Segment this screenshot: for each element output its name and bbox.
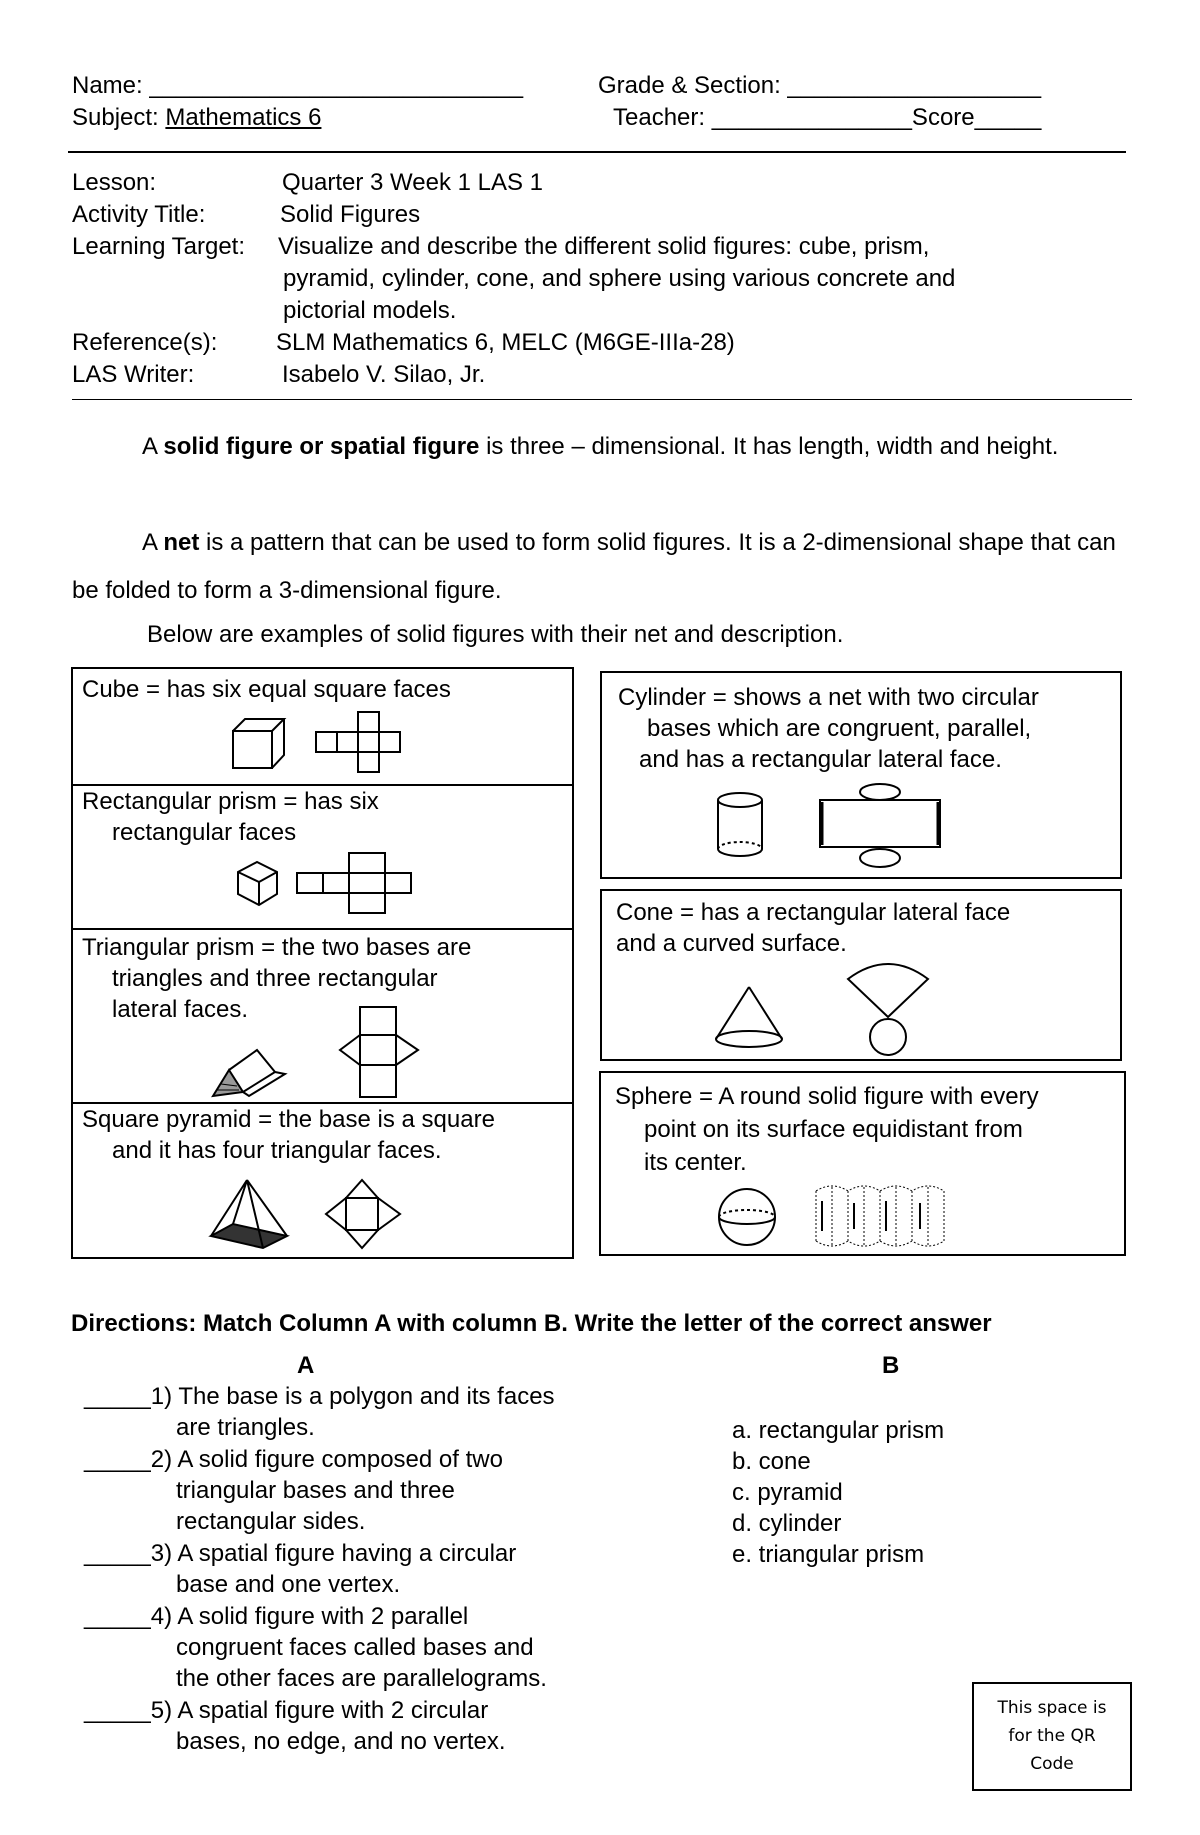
lesson-value: Quarter 3 Week 1 LAS 1 <box>282 169 544 196</box>
learning-target-label: Learning Target: <box>72 233 246 260</box>
figure-cell-square-pyramid <box>73 1104 572 1261</box>
figure-cell-cone <box>600 889 1122 1061</box>
cone-figure <box>712 983 786 1051</box>
column-b-header: B <box>882 1352 900 1379</box>
question-4-line-1: _____4) A solid figure with 2 parallel <box>84 1603 469 1630</box>
learning-target-line-1: Visualize and describe the different solid figures: cube, prism, <box>278 233 930 260</box>
lesson-divider <box>72 399 1132 400</box>
question-1-line-2: are triangles. <box>176 1414 315 1441</box>
cone-description-2: and a curved surface. <box>616 930 847 957</box>
rectangular-prism-figure <box>235 860 281 908</box>
cylinder-net <box>816 782 946 870</box>
header-divider <box>68 151 1126 153</box>
cone-description-1: Cone = has a rectangular lateral face <box>616 899 1011 926</box>
square-pyramid-figure <box>207 1178 291 1250</box>
choice-d: d. cylinder <box>732 1510 842 1537</box>
square-pyramid-net <box>322 1178 404 1252</box>
sphere-net <box>812 1181 948 1251</box>
triangular-prism-description-1: Triangular prism = the two bases are <box>82 934 472 961</box>
figure-cell-cube <box>73 669 572 786</box>
choice-c: c. pyramid <box>732 1479 843 1506</box>
cube-description: Cube = has six equal square faces <box>82 676 451 703</box>
examples-intro: Below are examples of solid figures with their net and description. <box>147 621 844 648</box>
teacher-score-field-label: Teacher: _______________Score_____ <box>613 104 1042 131</box>
triangular-prism-description-2: triangles and three rectangular <box>112 965 438 992</box>
qr-placeholder-line-3: Code <box>1030 1754 1074 1774</box>
name-field-label: Name: ____________________________ <box>72 72 524 99</box>
activity-title-label: Activity Title: <box>72 201 206 228</box>
subject-label: Subject: <box>72 104 166 131</box>
triangular-prism-figure <box>209 1044 289 1100</box>
las-writer-label: LAS Writer: <box>72 361 195 388</box>
question-2-line-2: triangular bases and three <box>176 1477 455 1504</box>
triangular-prism-description-3: lateral faces. <box>112 996 249 1023</box>
rectangular-prism-description-1: Rectangular prism = has six <box>82 788 379 815</box>
reference-value: SLM Mathematics 6, MELC (M6GE-IIIa-28) <box>276 329 735 356</box>
cube-figure <box>228 713 288 773</box>
intro-paragraph-net: A net is a pattern that can be used to form solid figures. It is a 2-dimensional shape that can be folded to form a 3-dimensional figure. <box>72 529 1116 604</box>
sphere-figure <box>715 1185 779 1249</box>
cube-net <box>314 710 404 776</box>
qr-placeholder-line-1: This space is <box>997 1698 1107 1718</box>
question-3-line-2: base and one vertex. <box>176 1571 401 1598</box>
reference-label: Reference(s): <box>72 329 218 356</box>
grade-section-field-label: Grade & Section: ___________________ <box>598 72 1042 99</box>
lesson-label: Lesson: <box>72 169 157 196</box>
question-3-line-1: _____3) A spatial figure having a circular <box>84 1540 517 1567</box>
activity-title-value: Solid Figures <box>280 201 421 228</box>
question-1-line-1: _____1) The base is a polygon and its faces <box>84 1383 555 1410</box>
cylinder-description-3: and has a rectangular lateral face. <box>639 746 1002 773</box>
question-5-line-2: bases, no edge, and no vertex. <box>176 1728 506 1755</box>
sphere-description-3: its center. <box>644 1149 747 1176</box>
cylinder-description-1: Cylinder = shows a net with two circular <box>618 684 1039 711</box>
choice-b: b. cone <box>732 1448 811 1475</box>
triangular-prism-net <box>336 1005 424 1101</box>
qr-placeholder-line-2: for the QR <box>1008 1726 1096 1746</box>
subject-line <box>72 104 321 132</box>
term-solid-figure: solid figure or spatial figure <box>163 433 480 460</box>
figures-table-left <box>71 667 574 1259</box>
column-a-header: A <box>297 1352 315 1379</box>
directions: Directions: Match Column A with column B. Write the letter of the correct answer <box>71 1310 992 1337</box>
figure-cell-triangular-prism <box>73 930 572 1104</box>
question-2-line-3: rectangular sides. <box>176 1508 366 1535</box>
qr-code-placeholder <box>972 1682 1132 1791</box>
subject-value: Mathematics 6 <box>165 104 322 131</box>
learning-target-line-2: pyramid, cylinder, cone, and sphere using various concrete and <box>283 265 956 292</box>
cylinder-description-2: bases which are congruent, parallel, <box>647 715 1032 742</box>
cone-net <box>840 955 936 1059</box>
term-net: net <box>163 529 200 556</box>
figure-cell-rectangular-prism <box>73 786 572 930</box>
figure-cell-sphere <box>599 1071 1126 1256</box>
intro-paragraph-solid-figure: A solid figure or spatial figure is three – dimensional. It has length, width and height. <box>142 433 1059 460</box>
rectangular-prism-description-2: rectangular faces <box>112 819 297 846</box>
las-writer-value: Isabelo V. Silao, Jr. <box>282 361 486 388</box>
question-4-line-2: congruent faces called bases and <box>176 1634 534 1661</box>
sphere-description-2: point on its surface equidistant from <box>644 1116 1023 1143</box>
choice-a: a. rectangular prism <box>732 1417 945 1444</box>
choice-e: e. triangular prism <box>732 1541 925 1568</box>
square-pyramid-description-2: and it has four triangular faces. <box>112 1137 442 1164</box>
question-4-line-3: the other faces are parallelograms. <box>176 1665 547 1692</box>
cylinder-figure <box>714 791 766 861</box>
question-2-line-1: _____2) A solid figure composed of two <box>84 1446 503 1473</box>
square-pyramid-description-1: Square pyramid = the base is a square <box>82 1106 495 1133</box>
figure-cell-cylinder <box>600 671 1122 879</box>
rectangular-prism-net <box>295 851 417 917</box>
question-5-line-1: _____5) A spatial figure with 2 circular <box>84 1697 489 1724</box>
learning-target-line-3: pictorial models. <box>283 297 457 324</box>
sphere-description-1: Sphere = A round solid figure with every <box>615 1083 1039 1110</box>
